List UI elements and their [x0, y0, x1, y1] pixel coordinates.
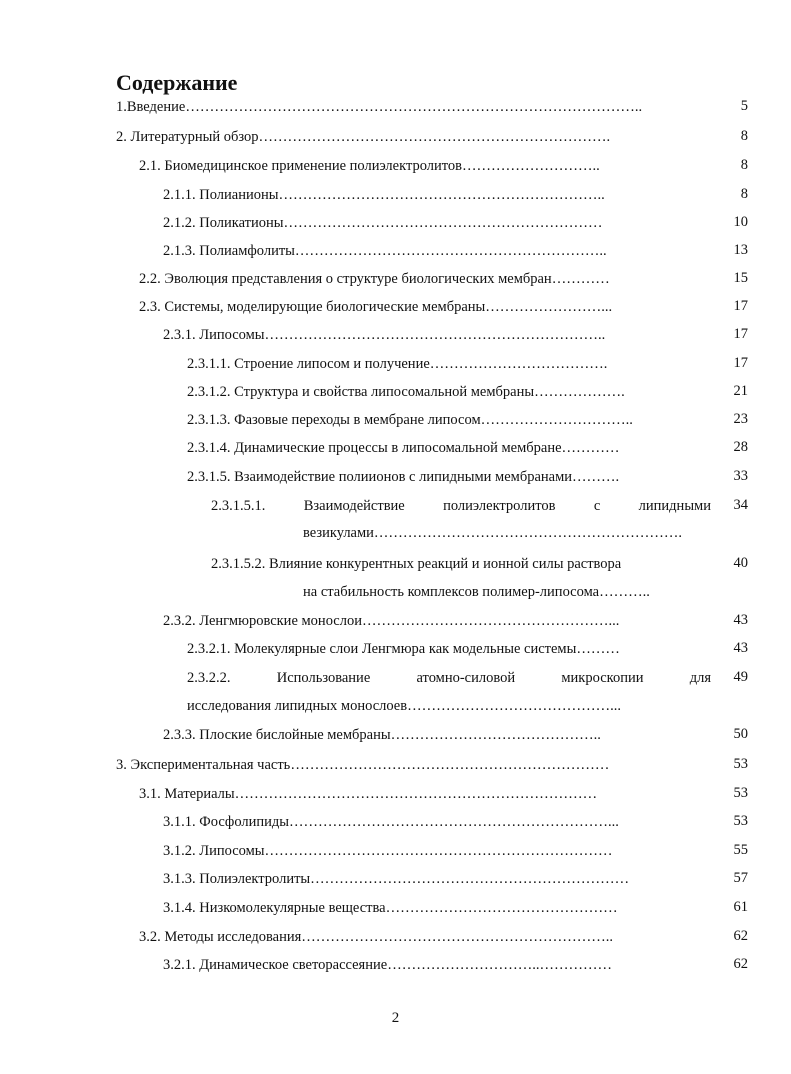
toc-entry-label: 2.3.3. Плоские бислойные мембраны: [163, 727, 391, 743]
toc-title: Содержание: [116, 70, 238, 95]
page-number: 2: [391, 1010, 400, 1026]
toc-entry-page: 49: [733, 669, 748, 685]
toc-entry[interactable]: [163, 813, 713, 831]
toc-entry-page: 57: [733, 870, 748, 886]
toc-entry-dots: ………………………………………………………………: [264, 843, 613, 859]
toc-entry-page: 13: [733, 242, 748, 258]
toc-entry-page: 53: [733, 813, 748, 829]
toc-entry-dots: …………………………………………………………: [283, 215, 603, 231]
toc-entry-page: 43: [733, 640, 748, 656]
toc-entry-page: 33: [733, 468, 748, 484]
toc-entry-label: 2.3.1.4. Динамические процессы в липосомальной мембране: [187, 440, 562, 456]
toc-entry-label: 2.3. Системы, моделирующие биологические мембраны: [139, 299, 486, 315]
toc-entry-label: 2.3.1.1. Строение липосом и получение: [187, 356, 430, 372]
toc-entry-dots: …………………………………………………………………: [234, 786, 598, 802]
toc-entry-label: 3.1.2. Липосомы: [163, 843, 265, 859]
toc-entry-label: 3. Экспериментальная часть: [116, 757, 291, 773]
toc-entry-page: 62: [733, 956, 748, 972]
toc-entry-label: 2.3.1. Липосомы: [163, 327, 265, 343]
toc-entry-dots: ………………………..: [462, 158, 600, 174]
toc-entry[interactable]: [163, 899, 713, 917]
toc-entry-page: 53: [733, 756, 748, 772]
toc-entry-dots: …………………………………………………………: [290, 757, 610, 773]
toc-entry[interactable]: [163, 186, 713, 204]
toc-entry[interactable]: [163, 842, 713, 860]
toc-entry-dots: ………………………………………………………..: [294, 243, 607, 259]
toc-entry-page: 8: [740, 157, 748, 173]
toc-entry[interactable]: [187, 411, 712, 429]
toc-entry-label: 2.3.2.1. Молекулярные слои Ленгмюра как модельные системы: [187, 641, 577, 657]
toc-entry-label: 3.2. Методы исследования: [139, 929, 302, 945]
toc-entry[interactable]: [116, 756, 706, 774]
toc-entry-dots: ……………………………………………………………..: [264, 327, 606, 343]
toc-entry-page: 55: [733, 842, 748, 858]
toc-entry[interactable]: [187, 640, 712, 658]
toc-entry-dots: ……………………………….: [429, 356, 608, 372]
toc-entry-label: исследования липидных монослоев: [187, 698, 408, 714]
toc-entry[interactable]: [139, 785, 709, 803]
toc-entry-dots: …………………………..: [480, 412, 633, 428]
toc-entry-label: 2.3.1.2. Структура и свойства липосомальной мембраны: [187, 384, 535, 400]
toc-entry-label: везикулами: [303, 525, 374, 541]
toc-entry-label: 2.2. Эволюция представления о структуре биологических мембран: [139, 271, 552, 287]
toc-entry[interactable]: [187, 468, 712, 486]
toc-entry-dots: ……………………………………………………….: [373, 525, 683, 541]
toc-entry-page: 5: [740, 98, 748, 114]
toc-entry-dots: ……………….: [534, 384, 625, 400]
toc-entry-page: 8: [740, 128, 748, 144]
toc-entry[interactable]: [139, 157, 709, 175]
toc-entry-page: 62: [733, 928, 748, 944]
toc-entry-dots: …………………………………………………………...: [289, 814, 619, 830]
toc-entry[interactable]: [187, 439, 712, 457]
toc-entry-label: 2.1.1. Полианионы: [163, 187, 279, 203]
toc-entry-dots: ………………………………………………………..: [301, 929, 614, 945]
toc-entry-page: 43: [733, 612, 748, 628]
toc-entry[interactable]: [303, 524, 713, 542]
toc-entry-label: 3.1.3. Полиэлектролиты: [163, 871, 311, 887]
toc-entry-label: 2.1. Биомедицинское применение полиэлектролитов: [139, 158, 463, 174]
toc-entry-dots: …………………………………………: [385, 900, 618, 916]
toc-entry[interactable]: [187, 355, 712, 373]
toc-entry-page: 8: [740, 186, 748, 202]
toc-entry-label: 3.1.4. Низкомолекулярные вещества: [163, 900, 386, 916]
toc-entry[interactable]: [163, 326, 713, 344]
toc-entry-page: 28: [733, 439, 748, 455]
toc-entry-label: 3.1.1. Фосфолипиды: [163, 814, 290, 830]
toc-entry-page: 40: [733, 555, 748, 571]
toc-entry-label: 3.1. Материалы: [139, 786, 235, 802]
toc-entry-dots: …………………………………………………………: [310, 871, 630, 887]
toc-entry[interactable]: [163, 870, 713, 888]
toc-entry-label: 3.2.1. Динамическое светорассеяние: [163, 957, 388, 973]
toc-entry-line1[interactable]: 2.3.2.2. Использование атомно-силовой микроскопии для: [187, 670, 711, 686]
toc-entry[interactable]: [187, 697, 712, 715]
toc-entry-label: на стабильность комплексов полимер-липосома: [303, 584, 600, 600]
toc-entry[interactable]: [163, 956, 713, 974]
toc-entry[interactable]: [163, 612, 713, 630]
toc-entry-page: 17: [733, 298, 748, 314]
toc-entry[interactable]: [187, 383, 712, 401]
toc-entry-page: 21: [733, 383, 748, 399]
toc-entry[interactable]: [303, 583, 713, 601]
toc-entry-dots: …………………………..……………: [387, 957, 612, 973]
toc-entry[interactable]: [139, 928, 709, 946]
toc-entry-dots: ………: [576, 641, 620, 657]
toc-entry[interactable]: [116, 128, 706, 146]
toc-entry-label: 2. Литературный обзор: [116, 129, 259, 145]
toc-entry-page: 34: [733, 497, 748, 513]
toc-entry[interactable]: [139, 298, 709, 316]
toc-entry-label: 2.3.1.5. Взаимодействие полиионов с липидными мембранами: [187, 469, 573, 485]
toc-entry-page: 10: [733, 214, 748, 230]
toc-entry-page: 17: [733, 326, 748, 342]
toc-entry[interactable]: [163, 726, 713, 744]
toc-entry-page: 50: [733, 726, 748, 742]
toc-entry-dots: ……….: [572, 469, 620, 485]
toc-entry[interactable]: [163, 214, 713, 232]
toc-entry-page: 61: [733, 899, 748, 915]
toc-entry-dots: ……………………...: [485, 299, 613, 315]
toc-entry-dots: ……………………………………………………………….: [258, 129, 611, 145]
toc-entry-page: 53: [733, 785, 748, 801]
toc-entry-dots: ……………………………………………...: [362, 613, 620, 629]
toc-entry-label: 2.1.3. Полиамфолиты: [163, 243, 295, 259]
toc-entry-dots: ……………………………………..: [390, 727, 601, 743]
toc-entry-page: 23: [733, 411, 748, 427]
toc-entry-label: 2.3.1.3. Фазовые переходы в мембране липосом: [187, 412, 481, 428]
toc-entry-label: 2.1.2. Поликатионы: [163, 215, 284, 231]
toc-entry[interactable]: [116, 98, 706, 116]
toc-entry-dots: ……………………………………...: [407, 698, 621, 714]
toc-entry-line1[interactable]: 2.3.1.5.1. Взаимодействие полиэлектролитов с липидными: [211, 498, 711, 514]
toc-entry-line1[interactable]: 2.3.1.5.2. Влияние конкурентных реакций и ионной силы раствора: [211, 556, 622, 572]
toc-entry[interactable]: [139, 270, 709, 288]
toc-entry-dots: …………………………………………………………..: [278, 187, 605, 203]
toc-entry-dots: …………: [551, 271, 610, 287]
toc-entry-label: 1.Введение: [116, 99, 186, 115]
toc-entry-page: 15: [733, 270, 748, 286]
toc-entry-page: 17: [733, 355, 748, 371]
toc-entry-dots: …………: [561, 440, 620, 456]
toc-entry[interactable]: [163, 242, 713, 260]
toc-entry-label: 2.3.2. Ленгмюровские монослои: [163, 613, 362, 629]
toc-entry-dots: ………..: [599, 584, 650, 600]
toc-entry-dots: …………………………………………………………………………………..: [185, 99, 643, 115]
